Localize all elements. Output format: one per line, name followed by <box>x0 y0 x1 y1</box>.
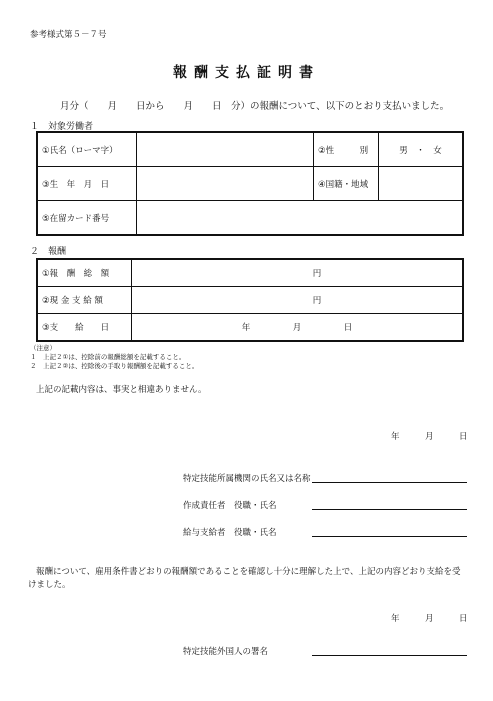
name-field[interactable] <box>137 132 314 167</box>
dob-label: ③生 年 月 日 <box>37 167 137 201</box>
creator-line[interactable] <box>312 509 467 510</box>
nationality-field[interactable] <box>379 167 464 201</box>
card-label: ⑤在留カード番号 <box>37 201 137 236</box>
name-label: ①氏名（ローマ字） <box>37 132 137 167</box>
foreign-sign-line[interactable] <box>312 655 467 656</box>
pay-table <box>36 258 464 342</box>
pay-cash-label: ②現 金 支 給 額 <box>37 287 132 314</box>
intro-text: 月分（ 月 日から 月 日 分）の報酬について、以下のとおり支払いました。 <box>60 101 450 112</box>
nationality-label: ④国籍・地域 <box>314 167 379 201</box>
pay-total-field[interactable] <box>132 259 464 287</box>
date-line-2: 年 月 日 <box>391 614 468 624</box>
page-title: 報酬支払証明書 <box>173 65 320 81</box>
section2-heading: ２ 報酬 <box>30 247 67 257</box>
dob-field[interactable] <box>137 167 314 201</box>
payer-line[interactable] <box>312 536 467 537</box>
pay-date-label: ③支 給 日 <box>37 314 132 342</box>
pay-cash-unit: 円 <box>312 296 322 306</box>
date-line-1: 年 月 日 <box>391 432 468 442</box>
pay-cash-field[interactable] <box>132 287 464 314</box>
creator-label: 作成責任者 役職・氏名 <box>183 501 277 511</box>
notes-heading: （注意） <box>30 344 56 352</box>
receipt-paragraph: 報酬について、雇用条件書どおりの報酬額であることを確認し十分に理解した上で、上記の内容どおり支給を受けました。 <box>28 567 461 590</box>
section1-heading: １ 対象労働者 <box>30 122 94 132</box>
pay-date-value: 年 月 日 <box>241 323 353 333</box>
note-item: ２ 上記２②は、控除後の手取り報酬額を記載すること。 <box>30 362 199 370</box>
pay-total-label: ①報 酬 総 額 <box>37 259 132 287</box>
form-number: 参考様式第５－７号 <box>30 30 107 40</box>
sex-label: ②性 別 <box>314 132 379 167</box>
note-item: １ 上記２①は、控除前の報酬総額を記載すること。 <box>30 353 186 361</box>
sex-value[interactable]: 男 ・ 女 <box>379 132 464 167</box>
org-name-line[interactable] <box>312 482 467 483</box>
pay-date-field[interactable] <box>132 314 464 342</box>
card-field[interactable] <box>137 201 464 236</box>
declaration-text: 上記の記載内容は、事実と相違ありません。 <box>36 385 207 395</box>
foreign-sign-label: 特定技能外国人の署名 <box>183 647 269 657</box>
payer-label: 給与支給者 役職・氏名 <box>183 528 277 538</box>
org-name-label: 特定技能所属機関の氏名又は名称 <box>183 474 311 484</box>
worker-table <box>36 131 464 236</box>
pay-total-unit: 円 <box>312 269 322 279</box>
